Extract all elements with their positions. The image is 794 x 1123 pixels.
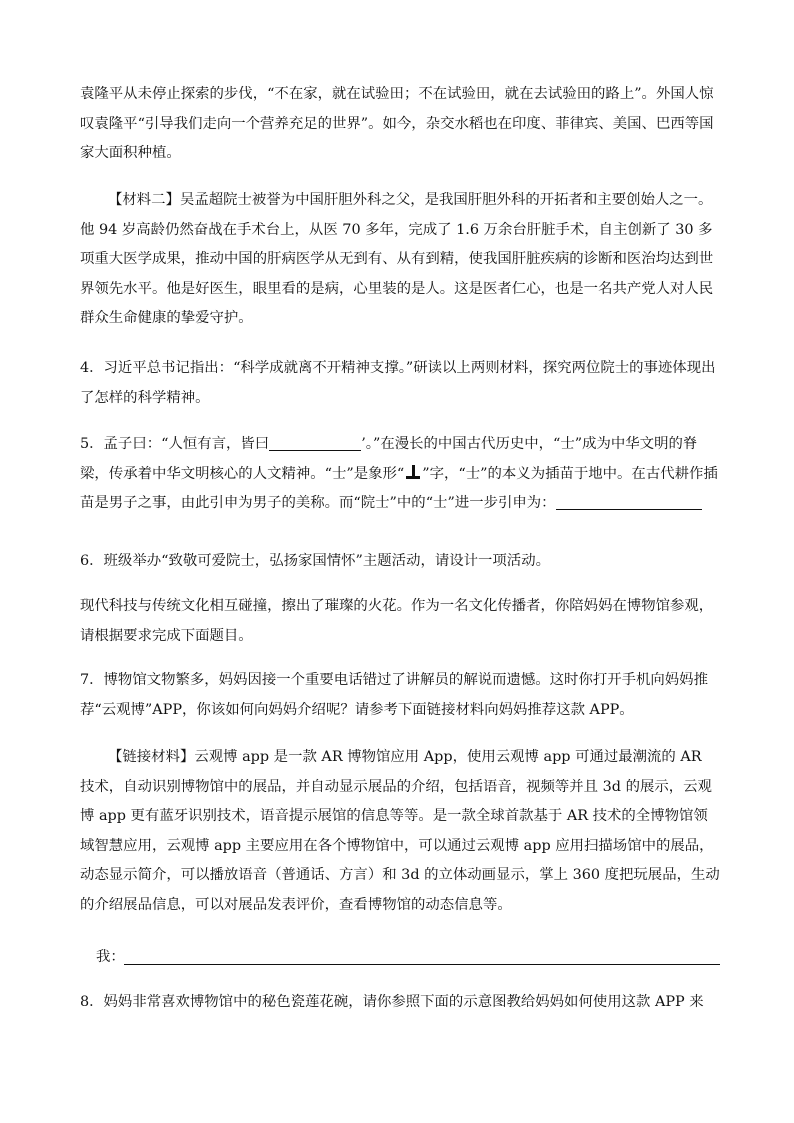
link-material-label: 【链接材料】 bbox=[108, 749, 195, 765]
question-4: 4．习近平总书记指出：“科学成就离不开精神支撑。”研读以上两则材料，探究两位院士的事迹体现出了怎样的科学精神。 bbox=[80, 360, 716, 406]
link-material-text: 云观博 app 是一款 AR 博物馆应用 App，使用云观博 app 可通过最潮流的 AR 技术，自动识别博物馆中的展品，并自动显示展品的介绍，包括语音，视频等并且 3d 的展示，云观博 app 更有蓝牙识别技术，语音提示展馆的信息等等。是一款全球首款基于 AR 技术的全博物馆领域智慧应用，云观博 app 主要应用在各个博物馆中，可以通过云观博 app 应用扫描场馆中的展品，动态显示简介，可以播放语音（普通话、方言）和 3d 的立体动画显示，掌上 360 度把玩展品，生动的介绍展品信息，可以对展品发表评价，查看博物馆的动态信息等。 bbox=[80, 749, 720, 913]
answer-blank-shi-meaning[interactable] bbox=[556, 493, 702, 510]
material-two-text: 吴孟超院士被誉为中国肝胆外科之父，是我国肝胆外科的开拓者和主要创始人之一。他 94 岁高龄仍然奋战在手术台上，从医 70 多年，完成了 1.6 万余台肝脏手术，自主创新了 30 多项重大医学成果，推动中国的肝病医学从无到有、从有到精，使我国肝脏疾病的诊断和医治均达到世界领先水平。他是好医生，眼里看的是病，心里装的是人。这是医者仁心，也是一名共产党人对人民群众生命健康的挚爱守护。 bbox=[80, 192, 714, 326]
paragraph-museum: 现代科技与传统文化相互碰撞，擦出了璀璨的火花。作为一名文化传播者，你陪妈妈在博物馆参观，请根据要求完成下面题目。 bbox=[80, 598, 714, 644]
paragraph-yuan-longping: 袁隆平从未停止探索的步伐，“不在家，就在试验田；不在试验田，就在去试验田的路上”。外国人惊叹袁隆平“引导我们走向一个营养充足的世界”。如今，杂交水稻也在印度、菲律宾、美国、巴西等国家大面积种植。 bbox=[80, 86, 714, 161]
answer-blank-mencius[interactable] bbox=[269, 434, 361, 451]
question-5 bbox=[80, 430, 720, 519]
paragraph-link-material bbox=[80, 743, 720, 920]
paragraph-material-two bbox=[80, 186, 720, 334]
question-6: 6．班级举办“致敬可爱院士，弘扬家国情怀”主题活动，请设计一项活动。 bbox=[80, 553, 550, 569]
shi-pictograph-icon bbox=[404, 464, 422, 480]
material-two-label: 【材料二】 bbox=[108, 192, 180, 208]
question-5-part-c: ”字，“士”的本义为插苗于地中。在古代耕作插苗是男子之事，由此引申为男子的美称。而“院士”中的“士”进一步引申为： bbox=[80, 465, 718, 511]
question-7: 7．博物馆文物繁多，妈妈因接一个重要电话错过了讲解员的解说而遗憾。这时你打开手机向妈妈推荐“云观博”APP，你该如何向妈妈介绍呢？请参考下面链接材料向妈妈推荐这款 APP。 bbox=[80, 672, 708, 718]
me-answer-label: 我： bbox=[96, 949, 125, 965]
question-5-part-b: ’。”在漫长的中国古代历史中，“士”成为中华文明的脊梁，传承着中华文明核心的人文精神。“士”是象形“ bbox=[80, 436, 698, 482]
question-8: 8．妈妈非常喜欢博物馆中的秘色瓷莲花碗，请你参照下面的示意图教给妈妈如何使用这款 APP 来 bbox=[80, 994, 704, 1010]
me-answer-line[interactable] bbox=[124, 964, 720, 965]
question-5-part-a: 5．孟子曰：“人恒有言，皆曰 bbox=[80, 436, 270, 452]
